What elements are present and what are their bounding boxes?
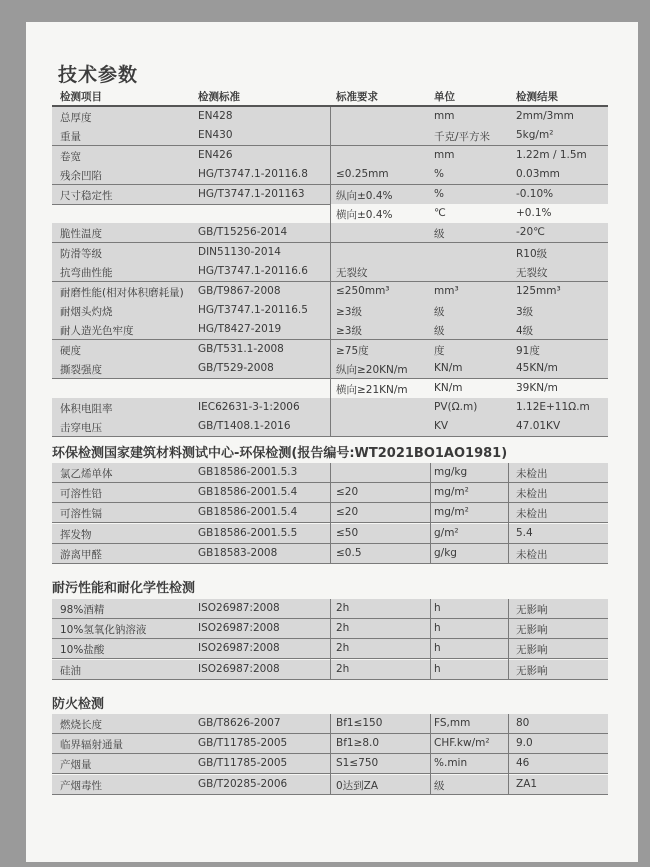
cell-standard: GB/T15256-2014 <box>198 226 288 239</box>
cell-result: 无影响 <box>516 644 548 657</box>
cell-item: 10%氢氧化钠溶液 <box>60 624 147 637</box>
cell-requirement: ≤50 <box>336 526 359 539</box>
cell-item: 尺寸稳定性 <box>60 189 113 202</box>
cell-item: 产烟毒性 <box>60 779 102 792</box>
cell-unit: ℃ <box>434 207 446 219</box>
cell-result: 无影响 <box>516 664 548 677</box>
cell-standard: HG/T3747.1-20116.5 <box>198 304 308 316</box>
cell-standard: EN430 <box>198 129 233 142</box>
cell-item: 防滑等级 <box>60 247 102 260</box>
cell-item: 耐人造光色牢度 <box>60 325 134 338</box>
cell-result: 3级 <box>516 306 534 318</box>
cell-standard: HG/T8427-2019 <box>198 323 282 336</box>
cell-item: 挥发物 <box>60 528 92 541</box>
cell-requirement: ≤20 <box>336 506 359 519</box>
section-title: 环保检测国家建筑材料测试中心-环保检测(报告编号:WT2021BO1AO1981) <box>52 446 508 461</box>
cell-item: 硬度 <box>60 344 81 357</box>
column-divider <box>430 714 431 795</box>
cell-item: 耐磨性能(相对体积磨耗量) <box>60 286 184 299</box>
cell-result: 125mm³ <box>516 284 561 297</box>
cell-item: 体积电阻率 <box>60 403 113 415</box>
cell-item: 游离甲醛 <box>60 548 102 561</box>
cell-unit: %.min <box>434 757 468 770</box>
cell-requirement: 2h <box>336 622 350 635</box>
cell-item: 10%盐酸 <box>60 644 105 657</box>
cell-result: 4级 <box>516 325 534 338</box>
column-divider <box>508 463 509 564</box>
cell-requirement: Bf1≤150 <box>336 717 383 729</box>
cell-result: 5.4 <box>516 526 533 539</box>
cell-unit: 千克/平方米 <box>434 131 491 144</box>
cell-item: 检测项目 <box>60 91 102 103</box>
cell-item: 可溶性镉 <box>60 508 102 521</box>
cell-result: R10级 <box>516 247 548 260</box>
cell-standard: HG/T3747.1-20116.6 <box>198 265 308 278</box>
cell-item: 耐烟头灼烧 <box>60 306 113 318</box>
cell-requirement: ≤0.25mm <box>336 168 389 181</box>
cell-result: ZA1 <box>516 777 538 790</box>
cell-requirement: 2h <box>336 662 350 675</box>
cell-standard: GB18586-2001.5.4 <box>198 506 298 519</box>
cell-result: +0.1% <box>516 207 552 219</box>
cell-standard: 检测标准 <box>198 91 240 103</box>
cell-item: 抗弯曲性能 <box>60 267 113 280</box>
cell-unit: mg/kg <box>434 466 468 478</box>
cell-unit: g/kg <box>434 546 457 559</box>
cell-unit: mm³ <box>434 284 459 297</box>
cell-requirement: 2h <box>336 642 350 655</box>
cell-unit: % <box>434 187 444 200</box>
cell-item: 脆性温度 <box>60 228 102 241</box>
cell-requirement: ≥3级 <box>336 306 362 318</box>
cell-standard: HG/T3747.1-20116.8 <box>198 168 308 181</box>
page-title: 技术参数 <box>58 64 139 86</box>
cell-standard: GB/T11785-2005 <box>198 757 288 770</box>
cell-item: 击穿电压 <box>60 422 102 435</box>
cell-standard: ISO26987:2008 <box>198 662 280 675</box>
cell-requirement: S1≤750 <box>336 757 379 770</box>
cell-result: 80 <box>516 717 530 729</box>
cell-item: 硅油 <box>60 664 81 677</box>
cell-result: -20℃ <box>516 226 545 239</box>
cell-item: 重量 <box>60 131 81 144</box>
cell-unit: 度 <box>434 344 445 357</box>
column-divider <box>330 714 331 795</box>
column-divider <box>508 714 509 795</box>
cell-requirement: 横向±0.4% <box>336 209 393 221</box>
cell-result: 39KN/m <box>516 381 558 394</box>
cell-result: 45KN/m <box>516 362 558 375</box>
cell-unit: mm <box>434 148 455 161</box>
cell-item: 总厚度 <box>60 112 92 124</box>
cell-unit: CHF.kw/m² <box>434 737 490 750</box>
cell-result: 无影响 <box>516 624 548 637</box>
cell-requirement: ≤250mm³ <box>336 284 390 297</box>
cell-unit: 级 <box>434 779 445 792</box>
column-divider <box>430 463 431 564</box>
cell-standard: HG/T3747.1-201163 <box>198 187 305 200</box>
cell-standard: EN428 <box>198 110 233 122</box>
cell-requirement: 0达到ZA <box>336 779 379 792</box>
cell-requirement: 纵向≥20KN/m <box>336 364 408 377</box>
cell-requirement: 2h <box>336 602 350 614</box>
cell-requirement: ≤0.5 <box>336 546 362 559</box>
cell-result: 2mm/3mm <box>516 110 574 122</box>
cell-requirement: ≤20 <box>336 486 359 499</box>
cell-result: 91度 <box>516 344 540 357</box>
column-divider <box>508 599 509 680</box>
cell-standard: EN426 <box>198 148 233 161</box>
cell-unit: 单位 <box>434 91 455 103</box>
cell-standard: ISO26987:2008 <box>198 622 280 635</box>
column-divider <box>330 107 331 437</box>
cell-unit: h <box>434 642 441 655</box>
cell-unit: h <box>434 662 441 675</box>
column-divider <box>330 599 331 680</box>
cell-result: 1.12E+11Ω.m <box>516 401 590 413</box>
cell-standard: GB/T529-2008 <box>198 362 274 375</box>
cell-unit: KN/m <box>434 362 463 375</box>
cell-standard: ISO26987:2008 <box>198 642 280 655</box>
cell-standard: GB/T9867-2008 <box>198 284 281 297</box>
cell-result: 47.01KV <box>516 420 561 433</box>
cell-requirement: 标准要求 <box>336 91 378 103</box>
cell-standard: GB/T20285-2006 <box>198 777 288 790</box>
cell-result: 未检出 <box>516 548 548 561</box>
cell-standard: ISO26987:2008 <box>198 602 280 614</box>
column-divider <box>430 599 431 680</box>
cell-standard: GB/T11785-2005 <box>198 737 288 750</box>
cell-standard: GB18586-2001.5.3 <box>198 466 298 478</box>
cell-result: 46 <box>516 757 530 770</box>
cell-unit: g/m² <box>434 526 459 539</box>
cell-unit: 级 <box>434 325 445 338</box>
cell-unit: 级 <box>434 306 445 318</box>
cell-result: 检测结果 <box>516 91 558 103</box>
cell-unit: KN/m <box>434 381 463 394</box>
cell-unit: FS,mm <box>434 717 471 729</box>
table-header <box>52 86 608 107</box>
cell-result: 无裂纹 <box>516 267 548 280</box>
cell-item: 临界辐射通量 <box>60 739 123 752</box>
column-divider <box>330 463 331 564</box>
cell-result: -0.10% <box>516 187 554 200</box>
cell-result: 9.0 <box>516 737 533 750</box>
cell-result: 5kg/m² <box>516 129 554 142</box>
cell-standard: GB/T1408.1-2016 <box>198 420 291 433</box>
cell-unit: KV <box>434 420 449 433</box>
cell-unit: PV(Ω.m) <box>434 401 478 413</box>
cell-item: 98%酒精 <box>60 604 105 616</box>
cell-unit: h <box>434 622 441 635</box>
cell-item: 氯乙烯单体 <box>60 468 113 480</box>
cell-item: 撕裂强度 <box>60 364 102 377</box>
cell-result: 0.03mm <box>516 168 560 181</box>
cell-unit: h <box>434 602 441 614</box>
cell-standard: GB18583-2008 <box>198 546 278 559</box>
cell-standard: GB18586-2001.5.4 <box>198 486 298 499</box>
cell-result: 未检出 <box>516 468 548 480</box>
cell-result: 1.22m / 1.5m <box>516 148 587 161</box>
cell-requirement: 横向≥21KN/m <box>336 383 408 396</box>
cell-item: 燃烧长度 <box>60 719 102 731</box>
cell-unit: mg/m² <box>434 486 469 499</box>
cell-result: 未检出 <box>516 508 548 521</box>
cell-item: 可溶性铅 <box>60 488 102 501</box>
cell-requirement: ≥75度 <box>336 344 369 357</box>
section-title: 耐污性能和耐化学性检测 <box>52 581 196 596</box>
cell-standard: GB18586-2001.5.5 <box>198 526 298 539</box>
cell-unit: 级 <box>434 228 445 241</box>
cell-standard: DIN51130-2014 <box>198 245 281 258</box>
cell-unit: % <box>434 168 444 181</box>
cell-unit: mm <box>434 110 455 122</box>
cell-requirement: ≥3级 <box>336 325 362 338</box>
cell-item: 残余凹陷 <box>60 170 102 183</box>
cell-result: 未检出 <box>516 488 548 501</box>
cell-standard: IEC62631-3-1:2006 <box>198 401 300 413</box>
cell-unit: mg/m² <box>434 506 469 519</box>
cell-item: 卷宽 <box>60 150 81 163</box>
cell-standard: GB/T8626-2007 <box>198 717 281 729</box>
table-row <box>330 204 608 224</box>
cell-requirement: Bf1≥8.0 <box>336 737 380 750</box>
section-title: 防火检测 <box>52 697 105 712</box>
cell-requirement: 纵向±0.4% <box>336 189 393 202</box>
cell-result: 无影响 <box>516 604 548 616</box>
cell-item: 产烟量 <box>60 759 92 772</box>
cell-requirement: 无裂纹 <box>336 267 368 280</box>
table-row <box>330 379 608 399</box>
cell-standard: GB/T531.1-2008 <box>198 342 284 355</box>
